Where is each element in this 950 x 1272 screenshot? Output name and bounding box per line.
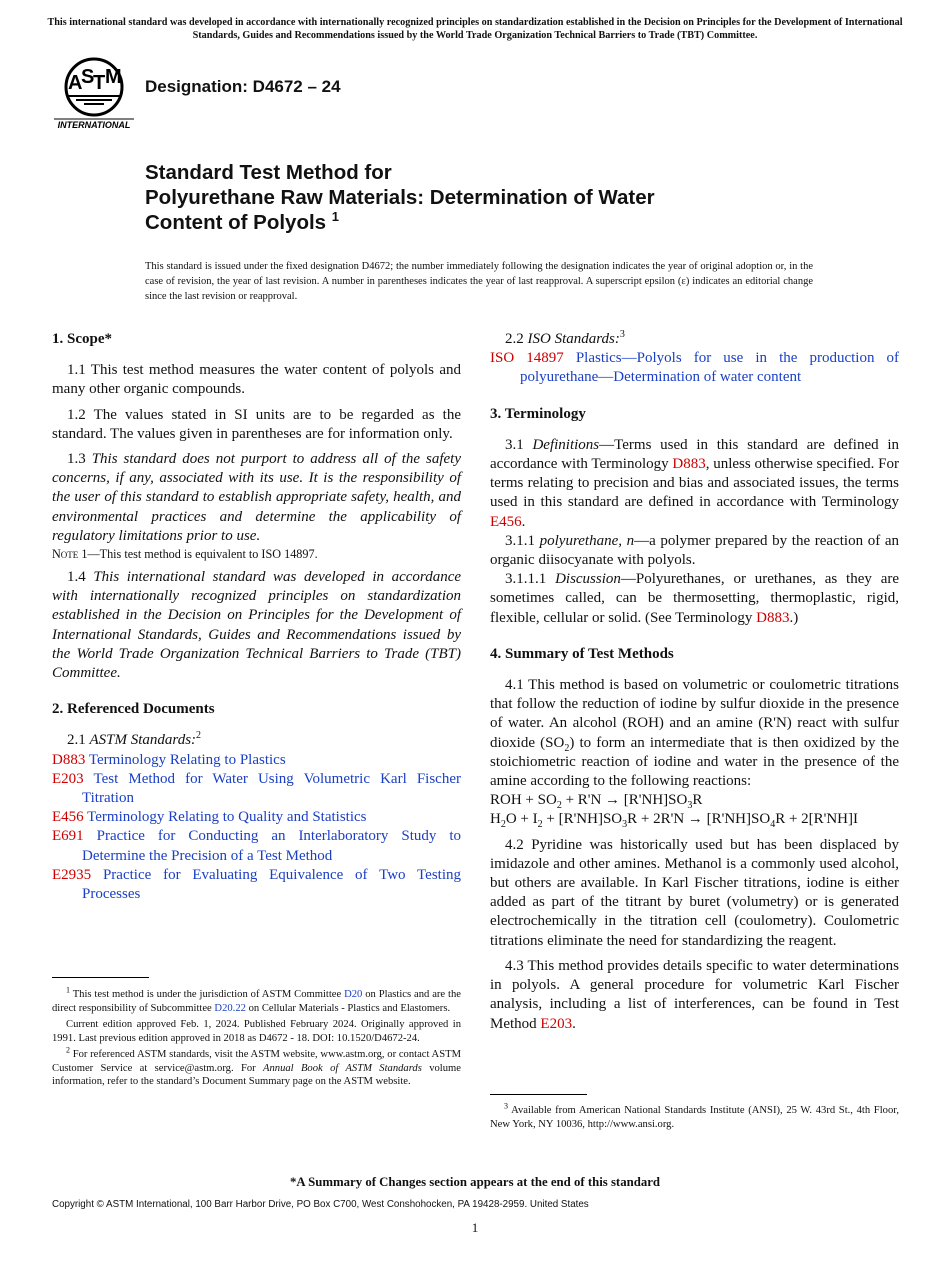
para-3-1-1-1-num: 3.1.1.1	[505, 571, 556, 588]
reference-title[interactable]: Terminology Relating to Quality and Statistics	[87, 809, 367, 826]
title-line-1: Standard Test Method for	[145, 161, 392, 184]
footnote-2-text-b: volume information, refer to the standard’s Document Summary page on the ASTM website.	[52, 1062, 461, 1088]
reference-title[interactable]: Practice for Conducting an Interlaboratory Study to Determine the Precision of a Test Method	[82, 828, 461, 864]
title-line-2: Polyurethane Raw Materials: Determination of Water	[145, 186, 655, 209]
footnotes-left	[52, 985, 461, 1089]
para-3-1-num: 3.1	[505, 436, 533, 453]
para-3-1-1-num: 3.1.1	[505, 532, 540, 549]
reference-item[interactable]	[52, 770, 461, 808]
footnote-2-text-a: For referenced ASTM standards, visit the ASTM website, www.astm.org, or contact ASTM Customer Service at service@astm.org. For	[52, 1048, 461, 1074]
footnote-1-text-c: on Cellular Materials - Plastics and Elastomers.	[245, 1002, 451, 1014]
section-1-heading: 1. Scope*	[52, 331, 112, 347]
para-4-3-end: .	[572, 1015, 576, 1032]
document-title	[145, 160, 785, 235]
eq1-part: ROH + SO	[490, 792, 557, 809]
iso-reference-item[interactable]	[490, 349, 899, 387]
para-3-1	[490, 436, 899, 532]
summary-of-changes-note: *A Summary of Changes section appears at the end of this standard	[289, 1175, 661, 1189]
page-number: 1	[471, 1220, 479, 1235]
eq2-sub: 2	[537, 819, 543, 831]
para-2-1-num: 2.1	[67, 732, 90, 749]
para-2-1-label: ASTM Standards:	[89, 732, 197, 749]
para-3-1-1-term: polyurethane, n	[539, 532, 635, 549]
para-3-1-text-a: —Terms used in this standard are defined in accordance with Terminology	[490, 436, 899, 473]
para-1-3-num: 1.3	[67, 451, 92, 468]
eq1-sub: 3	[687, 800, 693, 812]
eq2-sub: 3	[622, 819, 628, 831]
footnote-1	[52, 985, 461, 1016]
footnote-3	[490, 1101, 899, 1132]
para-1-4-text: This international standard was developed in accordance with internationally recognized principles on standardization established in the Decision on Principles for the Development of International Standards, Guides and Recommendations issued by the World Trade Organization Technical Barriers to Trade (TBT) Committee.	[52, 569, 462, 682]
para-4-1	[490, 676, 899, 791]
reference-item[interactable]	[52, 866, 461, 904]
reaction-equation-1	[490, 791, 899, 810]
eq1-part: R	[692, 792, 703, 809]
left-column	[52, 330, 461, 904]
designation: Designation: D4672 – 24	[145, 77, 341, 96]
eq1-sub: 2	[556, 800, 562, 812]
reference-title[interactable]: Terminology Relating to Plastics	[88, 751, 286, 768]
reaction-equation-2	[490, 810, 899, 829]
para-4-1-text-a: 4.1 This method is based on volumetric or coulometric titrations that follow the reduction of iodine by sulfur dioxide in the presence of water. An alcohol (ROH) and an amine (R'N) react with sulfur dioxide (SO	[490, 677, 899, 751]
para-4-2: 4.2 Pyridine was historically used but has been displaced by imidazole and other amines. Methanol is a commonly used alcohol, but others are available. In Karl Fischer titrations, iodine is either added as part of the titrant by buret (volumetry) or is generated electrochemically in the titration cell (coulometry). Coulometric titrations eliminate the need for standardizing the reagent.	[490, 836, 899, 949]
footnote-1-mark: 1	[66, 985, 70, 995]
footnote-2-mark: 2	[66, 1045, 70, 1055]
astm-logo	[54, 56, 134, 132]
eq2-sub: 2	[500, 819, 506, 831]
astm-logo-icon	[54, 56, 134, 132]
committee-link[interactable]: D20	[344, 989, 363, 1000]
para-2-2-footnote-mark: 3	[619, 329, 625, 340]
para-3-1-text-c: .	[521, 513, 526, 530]
para-1-4	[52, 568, 461, 683]
footnote-3-text: Available from American National Standards Institute (ANSI), 25 W. 43rd St., 4th Floor, New York, NY 10036, http://www.ansi.org.	[490, 1105, 899, 1130]
top-notice: This international standard was developed in accordance with internationally recognized principles on standardization established in the Decision on Principles for the Development of International Standards, Guides and Recommendations issued by the World Trade Organization Technical Barriers to Trade (TBT) Committee.	[47, 17, 903, 41]
section-2-heading: 2. Referenced Documents	[52, 701, 215, 718]
svg-text:M: M	[105, 66, 122, 88]
para-3-1-1-1	[490, 570, 899, 628]
para-3-1-term: Definitions	[532, 436, 600, 453]
footnote-1-text-b: on Plastics and are the direct responsibility of Subcommittee	[52, 989, 461, 1014]
reference-title[interactable]: Test Method for Water Using Volumetric Karl Fischer Titration	[82, 770, 461, 807]
para-1-3-text: This standard does not purport to address all of the safety concerns, if any, associated with its use. It is the responsibility of the user of this standard to establish appropriate safety, health, and environmental practices and determine the applicability of regulatory limitations prior to use.	[52, 451, 462, 544]
svg-text:A: A	[68, 72, 83, 94]
para-1-2: 1.2 The values stated in SI units are to be regarded as the standard. The values given in parentheses are for information only.	[52, 406, 461, 442]
title-line-3	[145, 210, 785, 235]
para-3-1-1	[490, 532, 899, 570]
para-1-3	[52, 450, 461, 546]
svg-text:T: T	[93, 72, 106, 94]
para-3-1-text-b: , unless otherwise specified. For terms relating to precision and bias and associated issues, the terms used in this standard are defined in accordance with Terminology	[490, 456, 899, 511]
section-3-heading: 3. Terminology	[490, 405, 586, 422]
issuance-statement: This standard is issued under the fixed designation D4672; the number immediately following the designation indicates the year of original adoption or, in the case of revision, the year of last revision. A number in parentheses indicates the year of last reapproval. A superscript epsilon (ε) indicates an editorial change since the last revision or reapproval.	[145, 261, 813, 302]
para-3-1-1-1-text: —Polyurethanes, or urethanes, as they are sometimes called, can be thermosetting, thermoplastic, rigid, flexible, cellular or solid. (See Terminology	[490, 571, 899, 626]
footnote-1-edition: Current edition approved Feb. 1, 2024. Published February 2024. Originally approved in 1991. Last previous edition approved in 2018 as D4672 - 18. DOI: 10.1520/D4672-24.	[52, 1018, 461, 1044]
eq2-part: R + 2[R'NH]I	[775, 811, 859, 828]
note-1	[52, 546, 461, 562]
para-2-2-num: 2.2	[505, 331, 528, 347]
footnote-rule-left	[52, 977, 149, 978]
reference-code[interactable]: E456	[52, 809, 84, 826]
d883-link[interactable]: D883	[672, 456, 706, 473]
reference-code[interactable]: E691	[52, 828, 84, 845]
para-4-1-sub: 2	[564, 742, 570, 754]
para-3-1-1-1-end: .)	[789, 609, 799, 626]
subcommittee-link[interactable]: D20.22	[214, 1002, 246, 1014]
para-4-3	[490, 957, 899, 1034]
right-column	[490, 330, 899, 1034]
note-1-label: Note 1	[52, 547, 88, 562]
e203-link[interactable]: E203	[540, 1015, 573, 1032]
para-4-3-text: 4.3 This method provides details specific to water determinations in polyols. A general procedure for volumetric Karl Fischer analysis, including a list of interferences, can be found in Test Method	[490, 957, 899, 1032]
footnote-rule-right	[490, 1094, 587, 1095]
title-line-3-text: Content of Polyols	[145, 211, 327, 234]
para-1-1: 1.1 This test method measures the water content of polyols and many other organic compounds.	[52, 362, 461, 398]
para-4-1-text-b: ) to form an intermediate that is then oxidized by the stoichiometric reaction of iodine and water in the presence of the amine according to the following reactions:	[490, 734, 899, 790]
eq2-part: O + I	[505, 811, 538, 828]
svg-text:S: S	[81, 66, 95, 88]
logo-text: INTERNATIONAL	[57, 120, 131, 130]
title-footnote-mark: 1	[331, 209, 340, 225]
eq1-part: + R'N → [R'NH]SO	[561, 792, 688, 809]
reference-title[interactable]: Plastics—Polyols for use in the production of polyurethane—Determination of water content	[520, 350, 900, 386]
reference-title[interactable]: Practice for Evaluating Equivalence of Two Testing Processes	[82, 866, 461, 903]
reference-code[interactable]: E203	[52, 770, 84, 787]
copyright-line: Copyright © ASTM International, 100 Barr Harbor Drive, PO Box C700, West Conshohocken, PA 19428-2959. United States	[52, 1199, 589, 1210]
footnotes-right	[490, 1101, 899, 1132]
reference-item[interactable]	[52, 827, 461, 865]
reference-item[interactable]	[52, 808, 461, 827]
footnote-2-italic: Annual Book of ASTM Standards	[263, 1062, 422, 1074]
para-2-1	[52, 731, 461, 750]
para-2-2	[490, 330, 899, 349]
reference-item[interactable]	[52, 751, 461, 770]
eq2-part: R + 2R'N → [R'NH]SO	[627, 811, 771, 828]
footnote-1-text-a: This test method is under the jurisdiction of ASTM Committee	[72, 989, 345, 1000]
footnote-2	[52, 1045, 461, 1090]
para-3-1-1-1-term: Discussion	[555, 571, 621, 588]
eq2-part: H	[490, 811, 501, 828]
note-1-text: —This test method is equivalent to ISO 14897.	[87, 547, 318, 562]
reference-code[interactable]: E2935	[52, 866, 92, 883]
astm-reference-list	[52, 751, 461, 905]
footnote-3-mark: 3	[504, 1101, 508, 1111]
reference-code[interactable]: D883	[52, 751, 86, 768]
e456-link[interactable]: E456	[490, 513, 522, 530]
eq2-sub: 4	[770, 819, 776, 831]
para-2-2-label: ISO Standards:	[527, 331, 620, 347]
para-2-1-footnote-mark: 2	[196, 730, 202, 742]
eq2-part: + [R'NH]SO	[542, 811, 623, 828]
reference-code[interactable]: ISO 14897	[490, 350, 564, 367]
d883-link[interactable]: D883	[756, 609, 790, 626]
section-4-heading: 4. Summary of Test Methods	[490, 645, 674, 662]
para-1-4-num: 1.4	[67, 569, 94, 586]
para-3-1-1-text: —a polymer prepared by the reaction of an organic diisocyanate with polyols.	[490, 532, 899, 569]
